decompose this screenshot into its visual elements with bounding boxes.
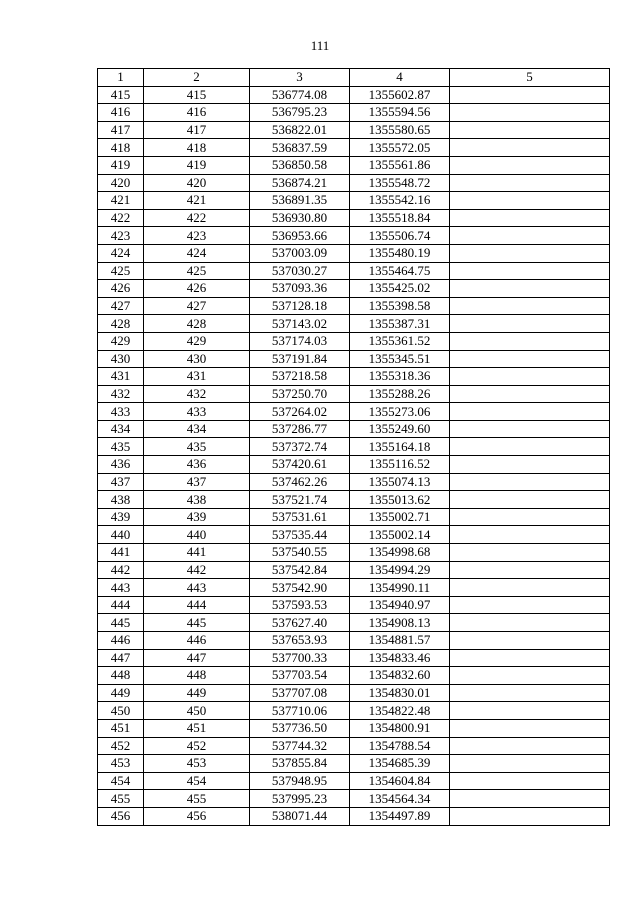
table-cell bbox=[450, 579, 610, 597]
table-row bbox=[98, 561, 610, 579]
table-row bbox=[98, 156, 610, 174]
table-cell: 416 bbox=[98, 104, 144, 122]
table-cell: 537707.08 bbox=[250, 684, 350, 702]
table-cell: 434 bbox=[144, 420, 250, 438]
table-row bbox=[98, 332, 610, 350]
table-cell bbox=[450, 104, 610, 122]
table-cell: 1354800.91 bbox=[350, 719, 450, 737]
table-cell: 433 bbox=[98, 403, 144, 421]
table-cell: 451 bbox=[144, 719, 250, 737]
table-cell: 537462.26 bbox=[250, 473, 350, 491]
table-cell: 538071.44 bbox=[250, 807, 350, 825]
page-number: 111 bbox=[310, 38, 330, 53]
table-row bbox=[98, 192, 610, 210]
table-cell: 454 bbox=[144, 772, 250, 790]
table-row bbox=[98, 614, 610, 632]
table-cell bbox=[450, 491, 610, 509]
table-cell bbox=[450, 86, 610, 104]
table-header-row bbox=[98, 69, 610, 87]
table-row bbox=[98, 86, 610, 104]
table-cell: 452 bbox=[144, 737, 250, 755]
table-cell: 1355249.60 bbox=[350, 420, 450, 438]
table-row bbox=[98, 508, 610, 526]
table-cell: 1354788.54 bbox=[350, 737, 450, 755]
table-cell: 418 bbox=[144, 139, 250, 157]
table-cell: 1355013.62 bbox=[350, 491, 450, 509]
table-cell: 449 bbox=[144, 684, 250, 702]
table-cell bbox=[450, 420, 610, 438]
table-row bbox=[98, 385, 610, 403]
table-row bbox=[98, 526, 610, 544]
table-row bbox=[98, 262, 610, 280]
table-cell: 1354881.57 bbox=[350, 632, 450, 650]
table-cell: 1354685.39 bbox=[350, 755, 450, 773]
table-cell bbox=[450, 473, 610, 491]
table-cell: 456 bbox=[98, 807, 144, 825]
column-header: 4 bbox=[350, 69, 450, 87]
table-cell: 455 bbox=[144, 790, 250, 808]
table-cell: 449 bbox=[98, 684, 144, 702]
table-row bbox=[98, 737, 610, 755]
table-cell: 427 bbox=[144, 297, 250, 315]
table-cell: 1354830.01 bbox=[350, 684, 450, 702]
table-cell bbox=[450, 544, 610, 562]
table-cell bbox=[450, 227, 610, 245]
table-cell: 426 bbox=[144, 280, 250, 298]
table-cell: 424 bbox=[144, 244, 250, 262]
table-cell: 422 bbox=[98, 209, 144, 227]
table-cell: 537700.33 bbox=[250, 649, 350, 667]
table-row bbox=[98, 315, 610, 333]
table-cell: 537264.02 bbox=[250, 403, 350, 421]
table-cell: 445 bbox=[98, 614, 144, 632]
table-cell bbox=[450, 280, 610, 298]
table-cell bbox=[450, 719, 610, 737]
table-cell: 420 bbox=[98, 174, 144, 192]
table-row bbox=[98, 139, 610, 157]
table-cell: 420 bbox=[144, 174, 250, 192]
table-cell: 536774.08 bbox=[250, 86, 350, 104]
table-cell: 1355288.26 bbox=[350, 385, 450, 403]
table-cell: 1355602.87 bbox=[350, 86, 450, 104]
table-cell: 537420.61 bbox=[250, 456, 350, 474]
table-cell: 421 bbox=[98, 192, 144, 210]
table-cell: 422 bbox=[144, 209, 250, 227]
table-cell: 448 bbox=[144, 667, 250, 685]
table-cell bbox=[450, 209, 610, 227]
table-cell bbox=[450, 121, 610, 139]
table-cell: 1355398.58 bbox=[350, 297, 450, 315]
table-cell bbox=[450, 632, 610, 650]
table-row bbox=[98, 280, 610, 298]
table-cell: 1354990.11 bbox=[350, 579, 450, 597]
table-row bbox=[98, 772, 610, 790]
table-cell: 537143.02 bbox=[250, 315, 350, 333]
table-row bbox=[98, 684, 610, 702]
table-cell: 1355361.52 bbox=[350, 332, 450, 350]
table-cell: 1355074.13 bbox=[350, 473, 450, 491]
table-cell: 421 bbox=[144, 192, 250, 210]
table-cell: 430 bbox=[98, 350, 144, 368]
table-cell: 440 bbox=[144, 526, 250, 544]
column-header: 3 bbox=[250, 69, 350, 87]
table-cell: 1355464.75 bbox=[350, 262, 450, 280]
table-cell: 450 bbox=[144, 702, 250, 720]
table-cell: 537948.95 bbox=[250, 772, 350, 790]
table-row bbox=[98, 121, 610, 139]
table-cell bbox=[450, 438, 610, 456]
table-body bbox=[98, 86, 610, 825]
table-cell: 418 bbox=[98, 139, 144, 157]
table-cell: 441 bbox=[98, 544, 144, 562]
table-cell bbox=[450, 667, 610, 685]
table-row bbox=[98, 632, 610, 650]
table-cell: 443 bbox=[98, 579, 144, 597]
table-cell bbox=[450, 684, 610, 702]
table-cell: 450 bbox=[98, 702, 144, 720]
table-cell: 537174.03 bbox=[250, 332, 350, 350]
table-row bbox=[98, 227, 610, 245]
table-cell: 435 bbox=[98, 438, 144, 456]
table-cell: 441 bbox=[144, 544, 250, 562]
table-cell: 537710.06 bbox=[250, 702, 350, 720]
table-cell: 424 bbox=[98, 244, 144, 262]
table-cell: 425 bbox=[98, 262, 144, 280]
table-cell: 1354832.60 bbox=[350, 667, 450, 685]
table-row bbox=[98, 403, 610, 421]
table-cell bbox=[450, 596, 610, 614]
table-cell bbox=[450, 807, 610, 825]
table-cell: 448 bbox=[98, 667, 144, 685]
table-cell: 429 bbox=[144, 332, 250, 350]
table-row bbox=[98, 596, 610, 614]
table-cell: 1354998.68 bbox=[350, 544, 450, 562]
table-cell: 429 bbox=[98, 332, 144, 350]
table-cell: 431 bbox=[144, 368, 250, 386]
table-cell: 536930.80 bbox=[250, 209, 350, 227]
table-cell: 537191.84 bbox=[250, 350, 350, 368]
table-cell bbox=[450, 526, 610, 544]
column-header: 5 bbox=[450, 69, 610, 87]
table-cell bbox=[450, 174, 610, 192]
table-cell: 537286.77 bbox=[250, 420, 350, 438]
table-cell bbox=[450, 244, 610, 262]
table-cell: 536874.21 bbox=[250, 174, 350, 192]
table-cell bbox=[450, 332, 610, 350]
table-row bbox=[98, 702, 610, 720]
table-cell: 439 bbox=[144, 508, 250, 526]
table-cell: 1355387.31 bbox=[350, 315, 450, 333]
table-cell: 1354833.46 bbox=[350, 649, 450, 667]
table-row bbox=[98, 790, 610, 808]
table-cell: 1354822.48 bbox=[350, 702, 450, 720]
table-cell: 1354908.13 bbox=[350, 614, 450, 632]
table-cell: 537736.50 bbox=[250, 719, 350, 737]
column-header: 1 bbox=[98, 69, 144, 87]
table-cell bbox=[450, 192, 610, 210]
table-cell: 445 bbox=[144, 614, 250, 632]
table-row bbox=[98, 350, 610, 368]
table-cell: 537703.54 bbox=[250, 667, 350, 685]
table-row bbox=[98, 807, 610, 825]
table-cell: 1355164.18 bbox=[350, 438, 450, 456]
table-cell: 537521.74 bbox=[250, 491, 350, 509]
table-cell bbox=[450, 737, 610, 755]
table-cell: 537093.36 bbox=[250, 280, 350, 298]
table-cell: 537003.09 bbox=[250, 244, 350, 262]
table-cell: 1355518.84 bbox=[350, 209, 450, 227]
table-cell: 536795.23 bbox=[250, 104, 350, 122]
table-cell: 439 bbox=[98, 508, 144, 526]
table-cell: 442 bbox=[144, 561, 250, 579]
table-cell: 1355002.14 bbox=[350, 526, 450, 544]
table-cell: 432 bbox=[144, 385, 250, 403]
table-cell: 1355548.72 bbox=[350, 174, 450, 192]
table-cell: 430 bbox=[144, 350, 250, 368]
table-cell: 1355561.86 bbox=[350, 156, 450, 174]
table-cell bbox=[450, 297, 610, 315]
table-cell: 416 bbox=[144, 104, 250, 122]
table-cell: 431 bbox=[98, 368, 144, 386]
table-cell: 428 bbox=[98, 315, 144, 333]
table-row bbox=[98, 473, 610, 491]
table-cell: 443 bbox=[144, 579, 250, 597]
table-cell: 1354497.89 bbox=[350, 807, 450, 825]
table-cell: 537995.23 bbox=[250, 790, 350, 808]
table-row bbox=[98, 420, 610, 438]
table-cell: 444 bbox=[144, 596, 250, 614]
table-cell: 537218.58 bbox=[250, 368, 350, 386]
table-cell bbox=[450, 315, 610, 333]
table-cell: 438 bbox=[144, 491, 250, 509]
table-cell: 419 bbox=[144, 156, 250, 174]
table-row bbox=[98, 491, 610, 509]
table-cell: 451 bbox=[98, 719, 144, 737]
table-cell: 440 bbox=[98, 526, 144, 544]
table-cell: 537128.18 bbox=[250, 297, 350, 315]
table-cell: 1355572.05 bbox=[350, 139, 450, 157]
table-row bbox=[98, 209, 610, 227]
table-cell: 447 bbox=[98, 649, 144, 667]
table-cell: 536891.35 bbox=[250, 192, 350, 210]
table-cell: 1355002.71 bbox=[350, 508, 450, 526]
table-cell: 1355506.74 bbox=[350, 227, 450, 245]
table-row bbox=[98, 579, 610, 597]
table-cell bbox=[450, 508, 610, 526]
table-cell: 425 bbox=[144, 262, 250, 280]
table-cell: 1354604.84 bbox=[350, 772, 450, 790]
table-cell bbox=[450, 790, 610, 808]
table-cell: 1355480.19 bbox=[350, 244, 450, 262]
table-cell: 417 bbox=[98, 121, 144, 139]
table-cell: 537593.53 bbox=[250, 596, 350, 614]
table-cell: 537542.90 bbox=[250, 579, 350, 597]
table-cell: 415 bbox=[98, 86, 144, 104]
table-cell: 1355116.52 bbox=[350, 456, 450, 474]
table-cell: 537542.84 bbox=[250, 561, 350, 579]
table-row bbox=[98, 368, 610, 386]
table-cell: 1355580.65 bbox=[350, 121, 450, 139]
table-cell bbox=[450, 702, 610, 720]
table-cell: 454 bbox=[98, 772, 144, 790]
table-cell: 536953.66 bbox=[250, 227, 350, 245]
table-cell bbox=[450, 156, 610, 174]
table-cell: 437 bbox=[144, 473, 250, 491]
table-cell bbox=[450, 614, 610, 632]
table-cell: 537855.84 bbox=[250, 755, 350, 773]
table-cell: 433 bbox=[144, 403, 250, 421]
table-cell: 446 bbox=[98, 632, 144, 650]
coordinates-table bbox=[97, 68, 610, 826]
table-cell: 537540.55 bbox=[250, 544, 350, 562]
table-cell bbox=[450, 385, 610, 403]
table-cell: 444 bbox=[98, 596, 144, 614]
table-cell: 452 bbox=[98, 737, 144, 755]
table-row bbox=[98, 544, 610, 562]
table-cell: 426 bbox=[98, 280, 144, 298]
table-cell: 423 bbox=[98, 227, 144, 245]
table-cell bbox=[450, 456, 610, 474]
table-row bbox=[98, 104, 610, 122]
table-cell: 432 bbox=[98, 385, 144, 403]
table-row bbox=[98, 174, 610, 192]
table-cell bbox=[450, 649, 610, 667]
table-cell: 434 bbox=[98, 420, 144, 438]
table-cell: 437 bbox=[98, 473, 144, 491]
table-cell: 1355425.02 bbox=[350, 280, 450, 298]
table-cell: 447 bbox=[144, 649, 250, 667]
table-row bbox=[98, 667, 610, 685]
table-cell bbox=[450, 755, 610, 773]
table-row bbox=[98, 297, 610, 315]
table-row bbox=[98, 649, 610, 667]
table-cell: 537531.61 bbox=[250, 508, 350, 526]
table-cell: 415 bbox=[144, 86, 250, 104]
table-cell bbox=[450, 262, 610, 280]
table-cell: 419 bbox=[98, 156, 144, 174]
table-cell bbox=[450, 403, 610, 421]
table-row bbox=[98, 244, 610, 262]
table-cell: 537744.32 bbox=[250, 737, 350, 755]
table-cell: 435 bbox=[144, 438, 250, 456]
table-cell: 537372.74 bbox=[250, 438, 350, 456]
table-cell: 1355542.16 bbox=[350, 192, 450, 210]
table-cell bbox=[450, 139, 610, 157]
table-cell: 1354940.97 bbox=[350, 596, 450, 614]
table-cell: 455 bbox=[98, 790, 144, 808]
table-cell: 537627.40 bbox=[250, 614, 350, 632]
table-cell: 537653.93 bbox=[250, 632, 350, 650]
table-row bbox=[98, 755, 610, 773]
table-cell: 453 bbox=[98, 755, 144, 773]
table-cell: 453 bbox=[144, 755, 250, 773]
table-cell: 1354994.29 bbox=[350, 561, 450, 579]
table-cell bbox=[450, 561, 610, 579]
table-row bbox=[98, 438, 610, 456]
table-cell: 436 bbox=[144, 456, 250, 474]
column-header: 2 bbox=[144, 69, 250, 87]
table-cell bbox=[450, 350, 610, 368]
table-cell: 1355345.51 bbox=[350, 350, 450, 368]
table-cell: 537535.44 bbox=[250, 526, 350, 544]
table-cell: 1355273.06 bbox=[350, 403, 450, 421]
table-cell: 423 bbox=[144, 227, 250, 245]
table-cell: 1355594.56 bbox=[350, 104, 450, 122]
table-cell: 446 bbox=[144, 632, 250, 650]
table-row bbox=[98, 456, 610, 474]
table-cell: 536822.01 bbox=[250, 121, 350, 139]
table-cell: 537250.70 bbox=[250, 385, 350, 403]
table-row bbox=[98, 719, 610, 737]
table-cell: 427 bbox=[98, 297, 144, 315]
table-cell: 1355318.36 bbox=[350, 368, 450, 386]
table-cell bbox=[450, 368, 610, 386]
table-cell: 456 bbox=[144, 807, 250, 825]
table-cell: 428 bbox=[144, 315, 250, 333]
table-cell: 537030.27 bbox=[250, 262, 350, 280]
table-cell: 417 bbox=[144, 121, 250, 139]
table-cell bbox=[450, 772, 610, 790]
table-cell: 436 bbox=[98, 456, 144, 474]
table-cell: 1354564.34 bbox=[350, 790, 450, 808]
table-cell: 536850.58 bbox=[250, 156, 350, 174]
table-cell: 438 bbox=[98, 491, 144, 509]
table-cell: 442 bbox=[98, 561, 144, 579]
table-cell: 536837.59 bbox=[250, 139, 350, 157]
